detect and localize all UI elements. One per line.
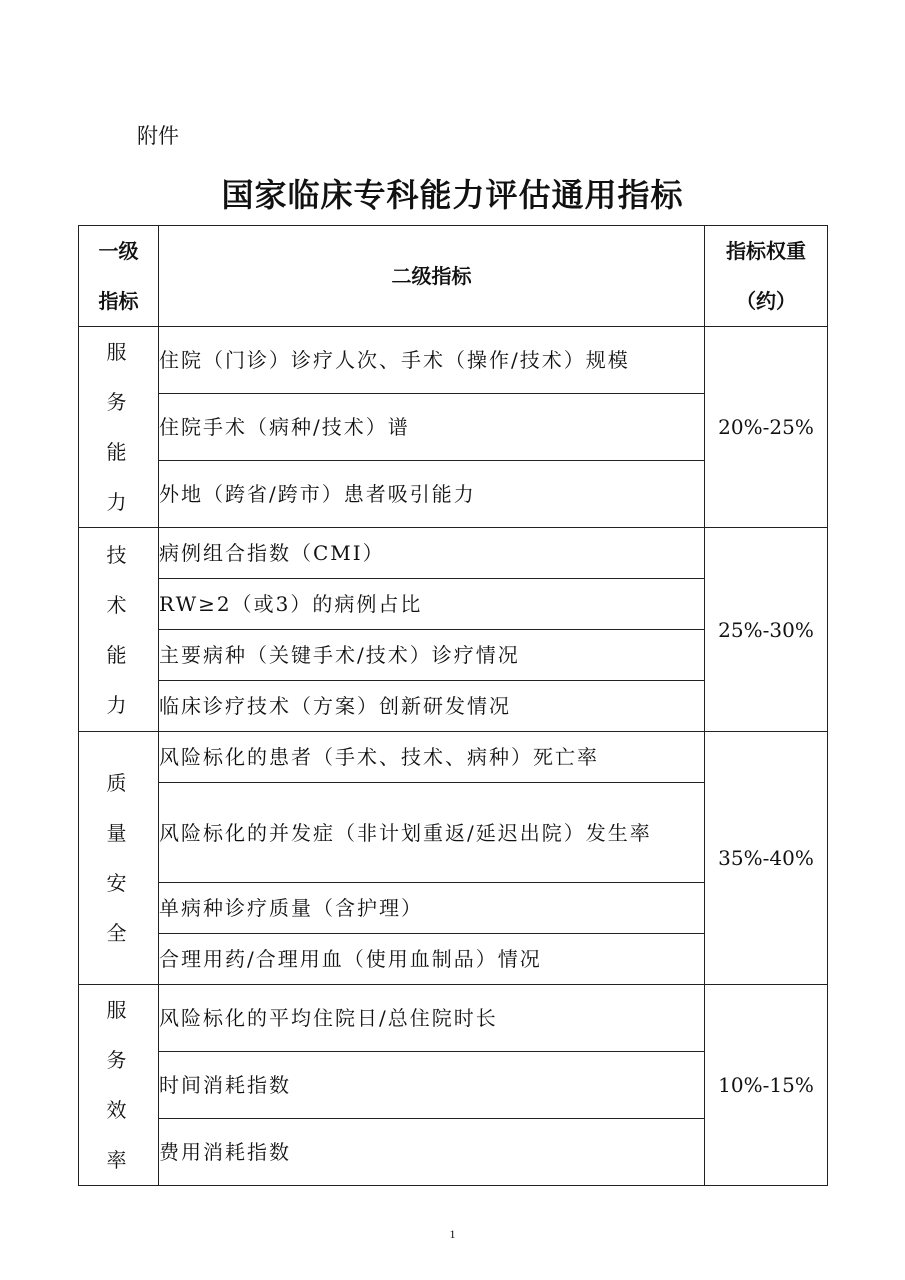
table-header-row [79, 226, 828, 327]
table-row [79, 327, 828, 394]
category-cell: 质量安全 [79, 732, 159, 985]
indicator-cell: 外地（跨省/跨市）患者吸引能力 [159, 461, 705, 528]
category-cell: 服务效率 [79, 985, 159, 1186]
weight-cell: 20%-25% [705, 327, 828, 528]
header-weight: 指标权重（约） [705, 226, 828, 327]
indicator-cell: 风险标化的并发症（非计划重返/延迟出院）发生率 [159, 783, 705, 883]
header-level2: 二级指标 [159, 226, 705, 327]
indicator-cell: 风险标化的患者（手术、技术、病种）死亡率 [159, 732, 705, 783]
indicator-cell: 风险标化的平均住院日/总住院时长 [159, 985, 705, 1052]
header-level1: 一级指标 [79, 226, 159, 327]
table-row [79, 528, 828, 579]
indicator-cell: 合理用药/合理用血（使用血制品）情况 [159, 934, 705, 985]
indicator-cell: 主要病种（关键手术/技术）诊疗情况 [159, 630, 705, 681]
table-row [79, 985, 828, 1052]
indicator-cell: 病例组合指数（CMI） [159, 528, 705, 579]
indicator-cell: 住院（门诊）诊疗人次、手术（操作/技术）规模 [159, 327, 705, 394]
indicator-cell: 住院手术（病种/技术）谱 [159, 394, 705, 461]
weight-cell: 25%-30% [705, 528, 828, 732]
indicator-cell: 临床诊疗技术（方案）创新研发情况 [159, 681, 705, 732]
indicator-cell: 时间消耗指数 [159, 1052, 705, 1119]
table-row [79, 732, 828, 783]
weight-cell: 10%-15% [705, 985, 828, 1186]
indicator-cell: 单病种诊疗质量（含护理） [159, 883, 705, 934]
indicator-cell: RW≥2（或3）的病例占比 [159, 579, 705, 630]
annex-label: 附件 [137, 124, 179, 148]
indicator-cell: 费用消耗指数 [159, 1119, 705, 1186]
indicator-table [78, 225, 828, 1186]
weight-cell: 35%-40% [705, 732, 828, 985]
page-number: 1 [449, 1227, 456, 1241]
page-title: 国家临床专科能力评估通用指标 [221, 176, 684, 214]
category-cell: 服务能力 [79, 327, 159, 528]
category-cell: 技术能力 [79, 528, 159, 732]
